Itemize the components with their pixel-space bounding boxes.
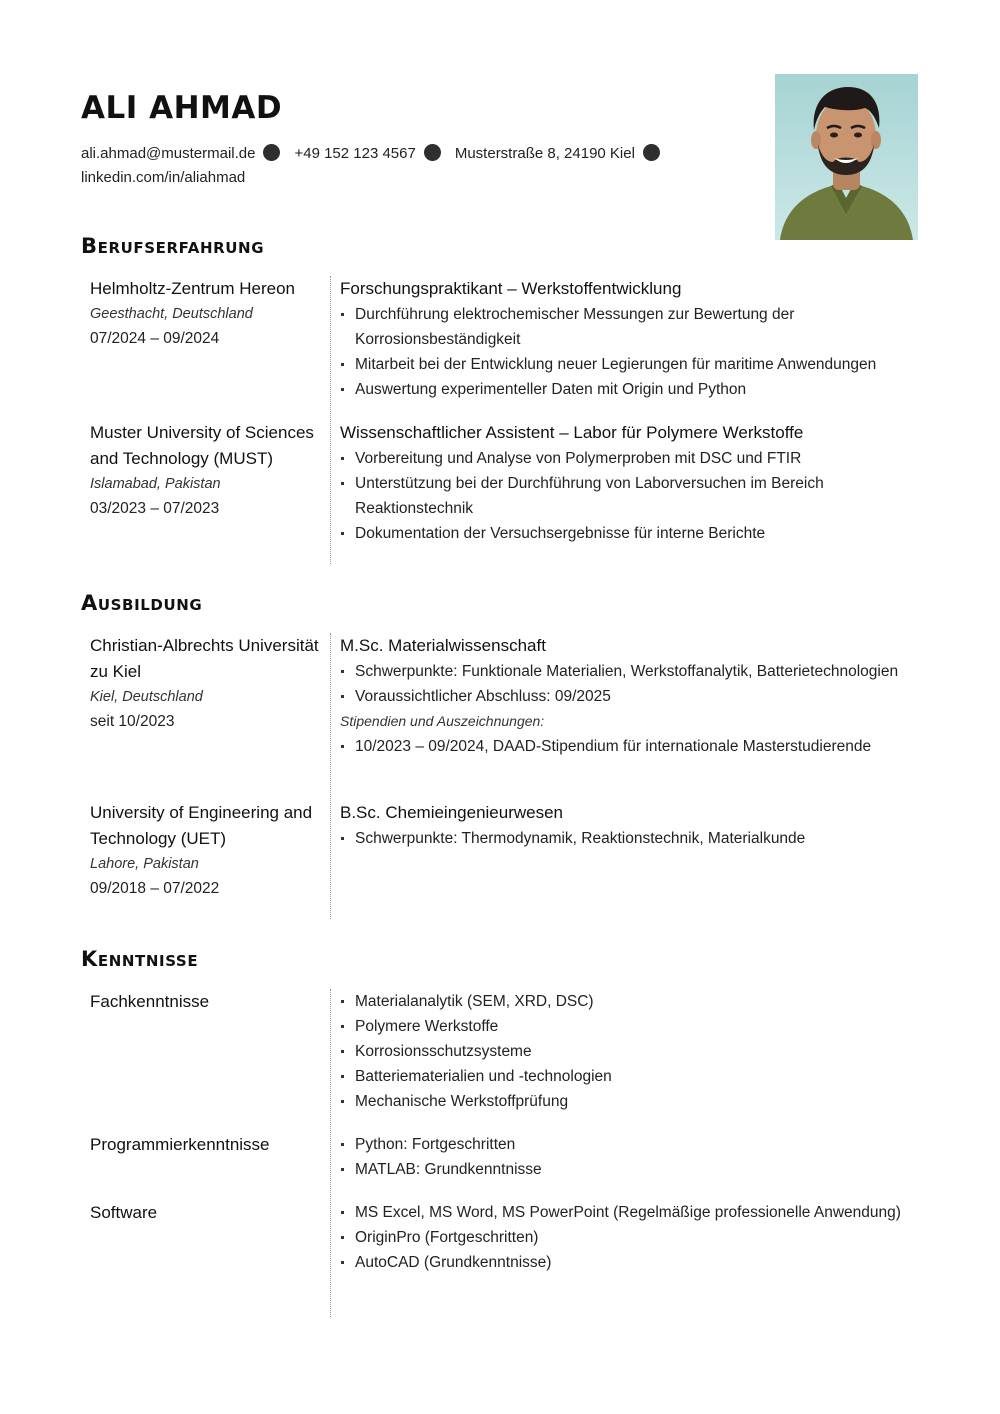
profile-photo-illustration xyxy=(775,74,918,240)
section-title-skills: Kenntnisse xyxy=(81,947,199,971)
separator-dot-icon xyxy=(263,144,280,161)
separator-dot-icon xyxy=(643,144,660,161)
candidate-name: ALI AHMAD xyxy=(81,90,283,126)
section-title-experience: Berufserfahrung xyxy=(81,234,265,258)
employment-dates: 07/2024 – 09/2024 xyxy=(90,329,220,347)
awards-label: Stipendien und Auszeichnungen: xyxy=(340,713,545,729)
institution-location: Lahore, Pakistan xyxy=(90,856,199,872)
list-item: Schwerpunkte: Funktionale Materialien, Werkstoffanalytik, Batterietechnologien xyxy=(340,659,920,684)
list-item: Voraussichtlicher Abschluss: 09/2025 xyxy=(340,684,920,709)
list-item: Materialanalytik (SEM, XRD, DSC) xyxy=(340,989,920,1014)
employer-location: Islamabad, Pakistan xyxy=(90,476,221,492)
list-item: Dokumentation der Versuchsergebnisse für interne Berichte xyxy=(340,521,920,546)
job-title: Forschungspraktikant – Werkstoffentwicklung xyxy=(340,279,682,298)
address: Musterstraße 8, 24190 Kiel xyxy=(454,145,635,162)
job-title: Wissenschaftlicher Assistent – Labor für Polymere Werkstoffe xyxy=(340,423,804,442)
list-item: Mechanische Werkstoffprüfung xyxy=(340,1089,920,1114)
study-dates: 09/2018 – 07/2022 xyxy=(90,879,220,897)
employer-name: Helmholtz-Zentrum Hereon xyxy=(90,279,296,298)
list-item: Korrosionsschutzsysteme xyxy=(340,1039,920,1064)
phone-number[interactable]: +49 152 123 4567 xyxy=(294,145,416,162)
section-divider xyxy=(330,276,331,564)
separator-dot-icon xyxy=(424,144,441,161)
institution-name: University of Engineering and Technology (UET) xyxy=(90,803,313,848)
linkedin-link[interactable]: linkedin.com/in/aliahmad xyxy=(81,169,246,186)
list-item: Batteriematerialien und -technologien xyxy=(340,1064,920,1089)
list-item: MATLAB: Grundkenntnisse xyxy=(340,1157,920,1182)
email-link[interactable]: ali.ahmad@mustermail.de xyxy=(81,145,256,162)
list-item: Unterstützung bei der Durchführung von Laborversuchen im Bereich Reaktionstechnik xyxy=(340,471,920,521)
list-item: Vorbereitung und Analyse von Polymerproben mit DSC und FTIR xyxy=(340,446,920,471)
study-dates: seit 10/2023 xyxy=(90,712,175,730)
list-item: Durchführung elektrochemischer Messungen zur Bewertung der Korrosionsbeständigkeit xyxy=(340,302,920,352)
profile-photo xyxy=(775,74,918,240)
list-item: Schwerpunkte: Thermodynamik, Reaktionstechnik, Materialkunde xyxy=(340,826,920,851)
section-divider xyxy=(330,989,331,1317)
skill-group-label: Programmierkenntnisse xyxy=(90,1135,270,1154)
skill-group-label: Fachkenntnisse xyxy=(90,992,210,1011)
list-item: Python: Fortgeschritten xyxy=(340,1132,920,1157)
list-item: AutoCAD (Grundkenntnisse) xyxy=(340,1250,920,1275)
degree-title: B.Sc. Chemieingenieurwesen xyxy=(340,803,564,822)
list-item: Polymere Werkstoffe xyxy=(340,1014,920,1039)
section-title-education: Ausbildung xyxy=(81,591,203,615)
institution-location: Kiel, Deutschland xyxy=(90,689,203,705)
list-item: Auswertung experimenteller Daten mit Origin und Python xyxy=(340,377,920,402)
employer-location: Geesthacht, Deutschland xyxy=(90,306,253,322)
institution-name: Christian-Albrechts Universität zu Kiel xyxy=(90,636,319,681)
employment-dates: 03/2023 – 07/2023 xyxy=(90,499,220,517)
list-item: 10/2023 – 09/2024, DAAD-Stipendium für internationale Masterstudierende xyxy=(340,734,920,759)
section-divider xyxy=(330,633,331,919)
list-item: OriginPro (Fortgeschritten) xyxy=(340,1225,920,1250)
list-item: MS Excel, MS Word, MS PowerPoint (Regelmäßige professionelle Anwendung) xyxy=(340,1200,920,1225)
list-item: Mitarbeit bei der Entwicklung neuer Legierungen für maritime Anwendungen xyxy=(340,352,920,377)
degree-title: M.Sc. Materialwissenschaft xyxy=(340,636,546,655)
employer-name: Muster University of Sciences and Technology (MUST) xyxy=(90,423,314,468)
skill-group-label: Software xyxy=(90,1203,158,1222)
contact-info xyxy=(81,142,721,190)
